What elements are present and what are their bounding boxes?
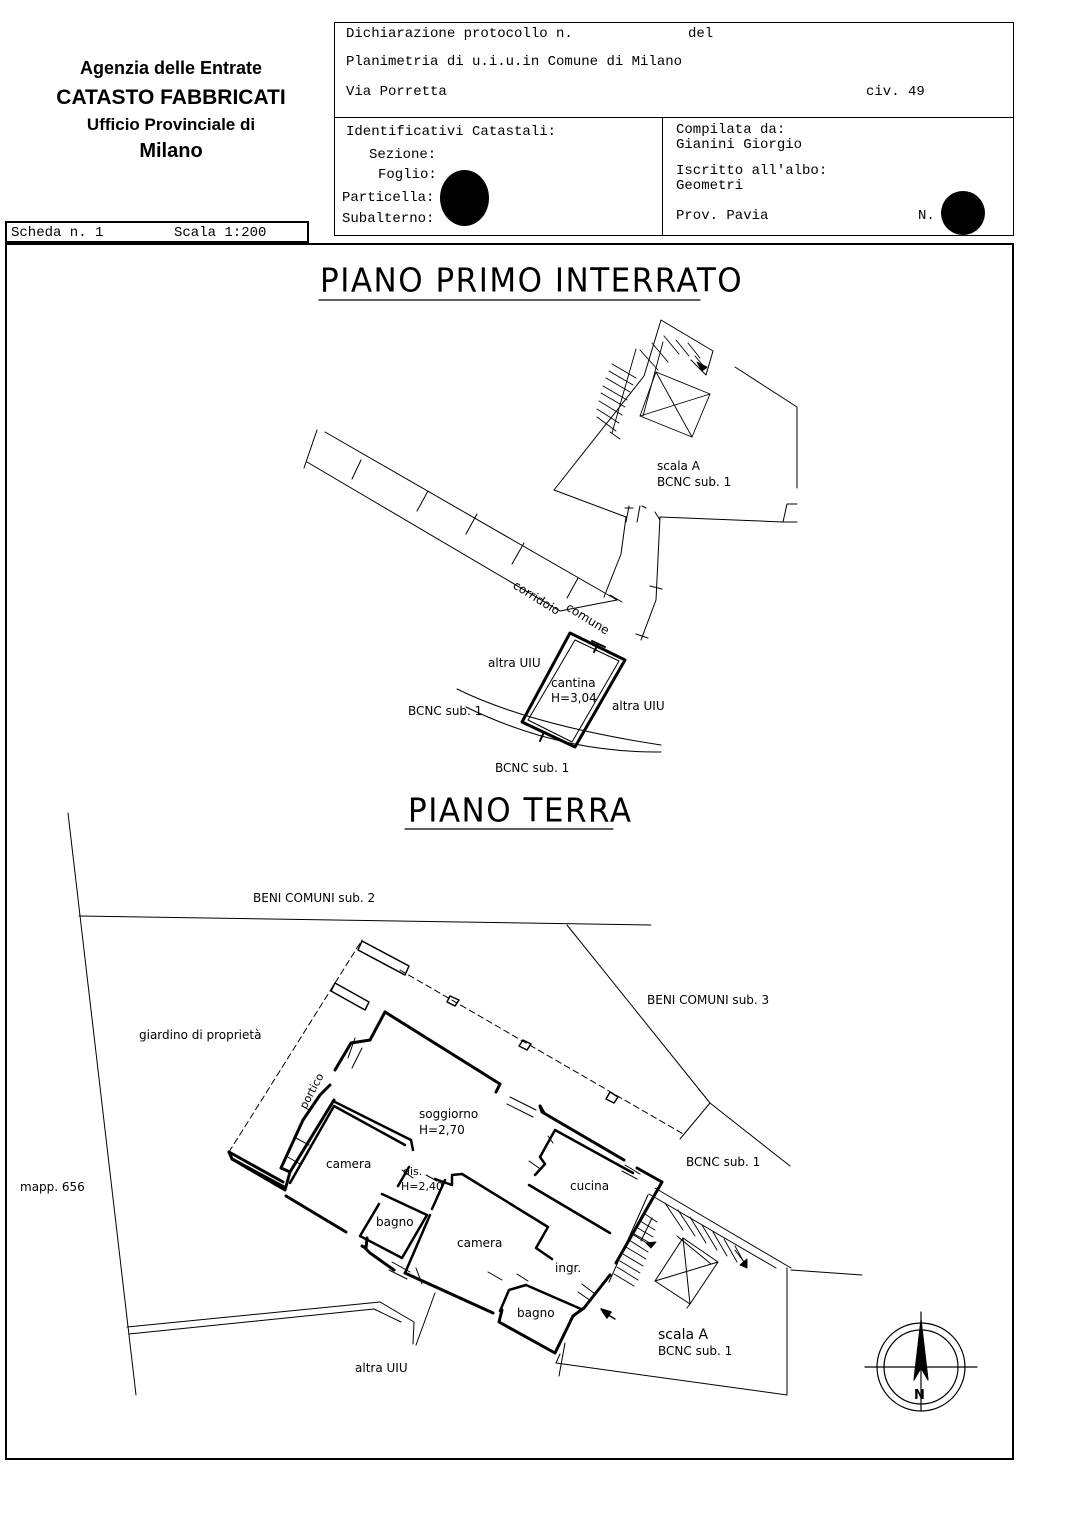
basement-connector: [604, 506, 662, 640]
camera-1-label: camera: [326, 1157, 372, 1171]
mapp-label: mapp. 656: [20, 1180, 85, 1194]
bagno-1-label: bagno: [376, 1215, 414, 1229]
basement-altra-uiu-left: altra UIU: [488, 656, 541, 670]
office-label: Ufficio Provinciale di: [86, 115, 256, 134]
basement-title: PIANO PRIMO INTERRATO: [320, 262, 744, 300]
catasto-title: CATASTO FABBRICATI: [56, 86, 286, 109]
portico-pillars: [331, 941, 618, 1103]
basement-altra-uiu-right: altra UIU: [612, 699, 665, 713]
basement-bcnc-left: BCNC sub. 1: [408, 704, 483, 718]
scala-a-label: scala A: [657, 459, 700, 473]
north-label: N: [914, 1388, 925, 1403]
province-label: Prov. Pavia: [676, 208, 769, 224]
cucina-label: cucina: [570, 1179, 610, 1193]
civic-label: civ. 49: [866, 84, 925, 100]
number-label: N.: [918, 208, 935, 224]
stair-bcnc-label: BCNC sub. 1: [657, 475, 732, 489]
foglio-label: Foglio:: [378, 167, 437, 183]
del-label: del: [688, 26, 714, 42]
sezione-label: Sezione:: [369, 147, 437, 163]
subalterno-label: Subalterno:: [342, 211, 435, 227]
compiled-by-label: Compilata da:: [676, 122, 786, 138]
cantina-height: H=3,04: [551, 691, 597, 705]
agency-name: Agenzia delle Entrate: [79, 58, 263, 78]
giardino-label: giardino di proprietà: [139, 1028, 262, 1042]
particella-label: Particella:: [342, 190, 435, 206]
planimetria-label: Planimetria di u.i.u.in Comune di Milano: [346, 54, 683, 70]
basement-stair-treads: [597, 336, 710, 439]
ground-stair-outline: [609, 1188, 791, 1308]
corridor-label-1: corridoio: [510, 578, 563, 618]
register-value: Geometri: [676, 178, 744, 194]
ground-scala-a-label: scala A: [658, 1327, 709, 1343]
cantina-label: cantina: [551, 676, 596, 690]
camera-2-label: camera: [457, 1236, 503, 1250]
basement-corridor: [304, 430, 617, 611]
ground-altra-uiu-label: altra UIU: [355, 1361, 408, 1375]
bcnc-sub1-label: BCNC sub. 1: [686, 1155, 761, 1169]
ground-scala-a-bcnc: BCNC sub. 1: [658, 1344, 733, 1358]
basement-bcnc-bottom: BCNC sub. 1: [495, 761, 570, 775]
street-label: Via Porretta: [346, 84, 447, 100]
dis-label: dis.: [403, 1165, 423, 1178]
dis-height: H=2,40: [401, 1180, 443, 1193]
entrance-arrow: [601, 1309, 615, 1319]
office-city: Milano: [139, 140, 203, 162]
portico-label: portico: [297, 1071, 327, 1112]
beni-comuni-2-label: BENI COMUNI sub. 2: [253, 891, 376, 905]
beni-comuni-3-label: BENI COMUNI sub. 3: [647, 993, 770, 1007]
protocol-label: Dichiarazione protocollo n.: [346, 26, 573, 42]
ground-title: PIANO TERRA: [408, 792, 633, 830]
corridor-label-2: comune: [563, 600, 612, 638]
cantina-room: [522, 633, 625, 747]
soggiorno-label: soggiorno: [419, 1107, 479, 1121]
ground-boundaries: [68, 813, 862, 1395]
bagno-2-label: bagno: [517, 1306, 555, 1320]
compiled-by-name: Gianini Giorgio: [676, 137, 803, 153]
ingr-label: ingr.: [555, 1261, 582, 1275]
identifiers-heading: Identificativi Catastali:: [346, 124, 557, 140]
register-label: Iscritto all'albo:: [676, 163, 828, 179]
scala-label: Scala 1:200: [174, 225, 267, 241]
scheda-label: Scheda n. 1: [11, 225, 104, 241]
soggiorno-height: H=2,70: [419, 1123, 465, 1137]
